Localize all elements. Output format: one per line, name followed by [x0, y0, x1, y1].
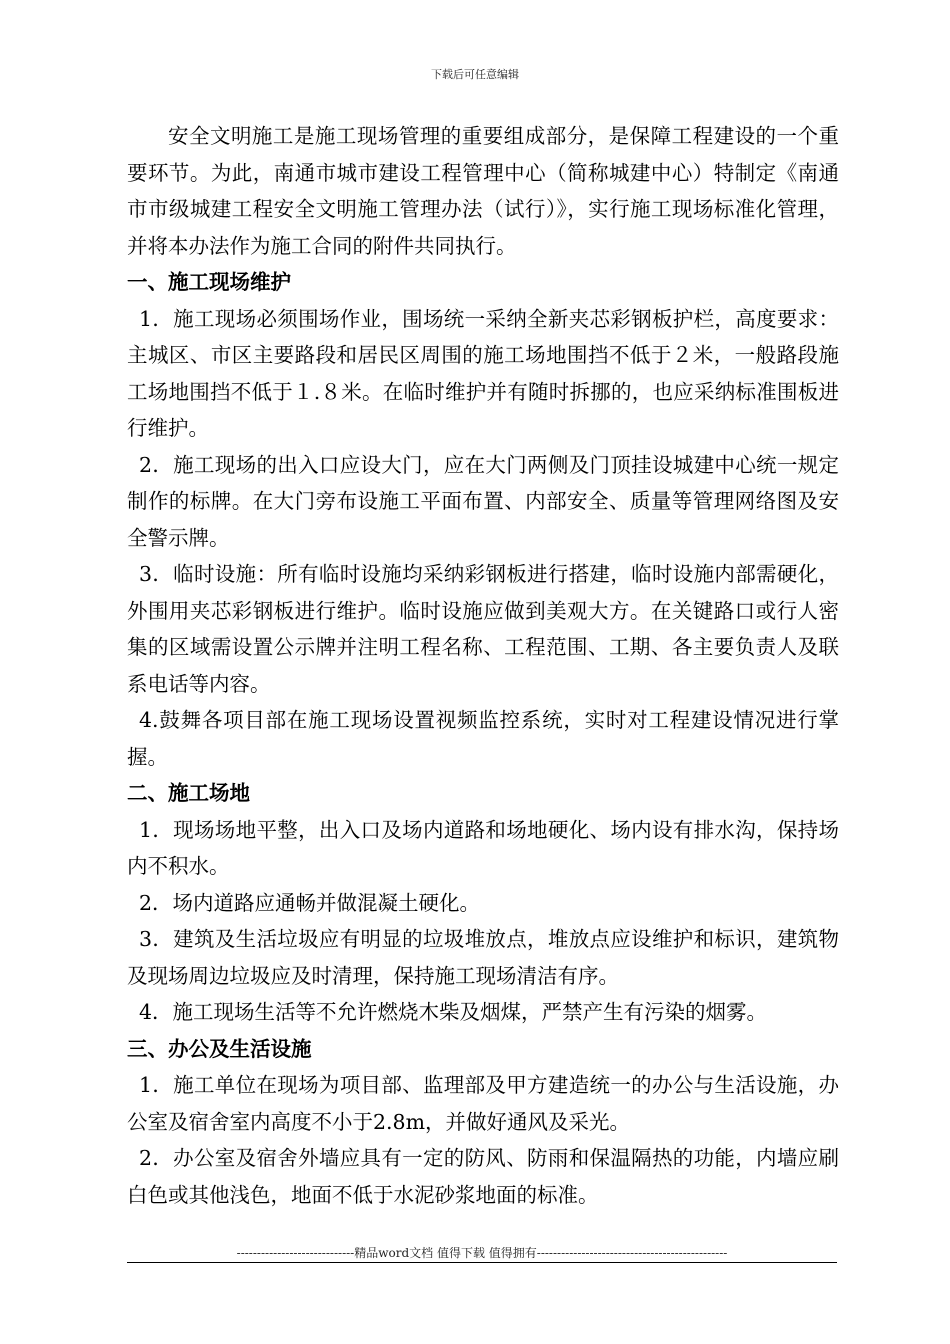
- section-item: 1．施工现场必须围场作业，围场统一采纳全新夹芯彩钢板护栏，高度要求：主城区、市区主要路段和居民区周围的施工场地围挡不低于２米，一般路段施工场地围挡不低于１.８米。在临时维护并有随时拆挪的，也应采纳标准围板进行维护。: [127, 306, 839, 440]
- section-heading: 三、办公及生活设施: [127, 1036, 312, 1061]
- footer-note: -----------------------------精品word文档 值得下载 值得拥有-----------------------------------------------: [236, 1246, 728, 1260]
- header-note: 下载后可任意编辑: [431, 68, 519, 81]
- section-item: 2．施工现场的出入口应设大门，应在大门两侧及门顶挂设城建中心统一规定制作的标牌。在大门旁布设施工平面布置、内部安全、质量等管理网络图及安全警示牌。: [127, 452, 839, 550]
- section-item: 4．施工现场生活等不允许燃烧木柴及烟煤，严禁产生有污染的烟雾。: [139, 1000, 768, 1024]
- section-item: 1．现场场地平整，出入口及场内道路和场地硬化、场内设有排水沟，保持场内不积水。: [127, 817, 839, 878]
- footer-divider: [127, 1262, 837, 1263]
- section-item: 4.鼓舞各项目部在施工现场设置视频监控系统，实时对工程建设情况进行掌握。: [127, 708, 839, 769]
- section-item: 3．临时设施：所有临时设施均采纳彩钢板进行搭建，临时设施内部需硬化，外围用夹芯彩钢板进行维护。临时设施应做到美观大方。在关键路口或行人密集的区域需设置公示牌并注明工程名称、工程范围、工期、各主要负责人及联系电话等内容。: [127, 562, 839, 696]
- intro-paragraph: 安全文明施工是施工现场管理的重要组成部分，是保障工程建设的一个重要环节。为此，南通市城市建设工程管理中心（简称城建中心）特制定《南通市市级城建工程安全文明施工管理办法（试行）》，实行施工现场标准化管理，并将本办法作为施工合同的附件共同执行。: [127, 124, 839, 258]
- section-heading: 一、施工现场维护: [127, 270, 291, 294]
- section-item: 3．建筑及生活垃圾应有明显的垃圾堆放点，堆放点应设维护和标识，建筑物及现场周边垃圾应及时清理，保持施工现场清洁有序。: [127, 927, 839, 988]
- section-item: 1．施工单位在现场为项目部、监理部及甲方建造统一的办公与生活设施，办公室及宿舍室内高度不小于2.8m，并做好通风及采光。: [127, 1073, 839, 1134]
- section-heading: 二、施工场地: [127, 781, 250, 805]
- section-item: 2．办公室及宿舍外墙应具有一定的防风、防雨和保温隔热的功能，内墙应刷白色或其他浅色，地面不低于水泥砂浆地面的标准。: [127, 1146, 839, 1207]
- section-item: 2．场内道路应通畅并做混凝土硬化。: [139, 890, 481, 915]
- document-body: [127, 118, 839, 1213]
